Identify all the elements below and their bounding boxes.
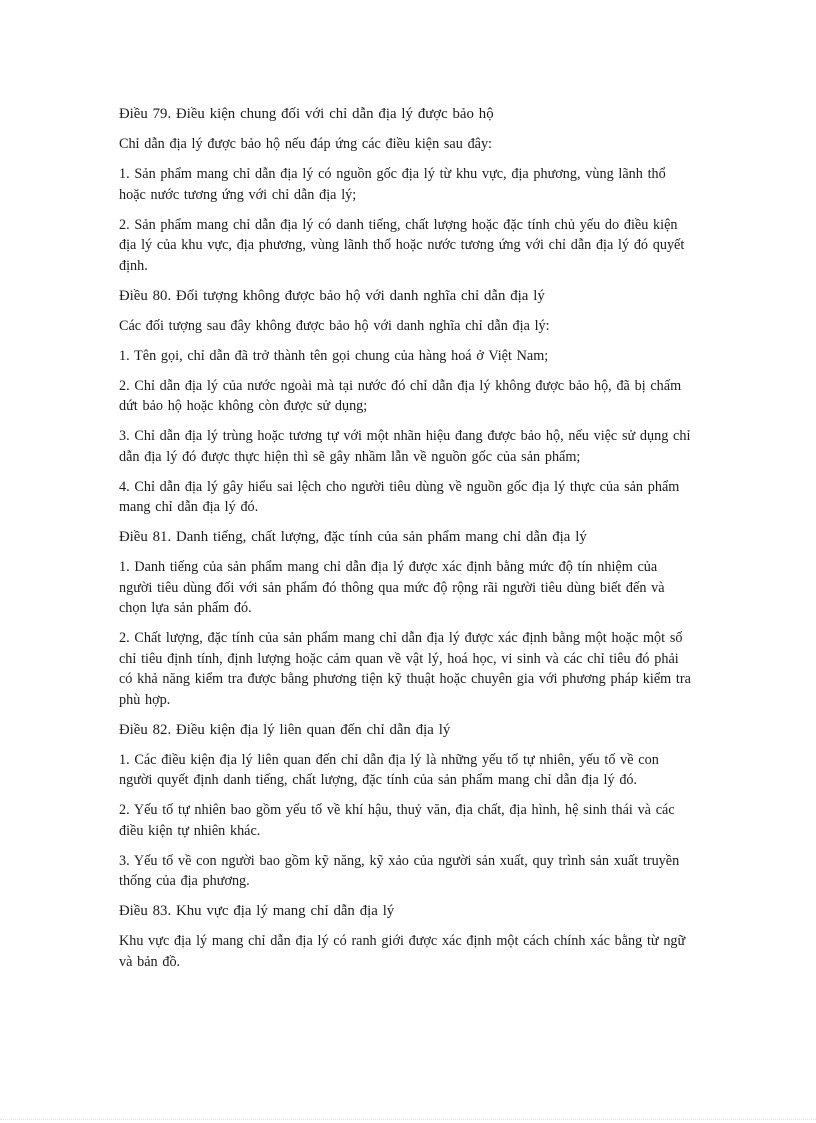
document-body [119,104,694,982]
article-79-heading: Điều 79. Điều kiện chung đối với chỉ dẫn địa lý được bảo hộ [119,106,494,122]
article-83-heading: Điều 83. Khu vực địa lý mang chỉ dẫn địa lý [119,903,395,919]
article-80-paragraph: 1. Tên gọi, chỉ dẫn đã trở thành tên gọi chung của hàng hoá ở Việt Nam; [119,347,549,364]
page-bottom-divider [0,1119,816,1120]
article-79-paragraph: 2. Sản phẩm mang chỉ dẫn địa lý có danh tiếng, chất lượng hoặc đặc tính chủ yếu do điều kiện địa lý của khu vực, địa phương, vùng lãnh thổ hoặc nước tương ứng với chỉ dẫn địa lý đó quyết định. [119,216,685,274]
article-80-paragraph: 4. Chỉ dẫn địa lý gây hiểu sai lệch cho người tiêu dùng về nguồn gốc địa lý thực của sản phẩm mang chỉ dẫn địa lý đó. [119,478,680,515]
article-80-paragraph: 2. Chỉ dẫn địa lý của nước ngoài mà tại nước đó chỉ dẫn địa lý không được bảo hộ, đã bị chấm dứt bảo hộ hoặc không còn được sử dụng; [119,377,682,414]
article-79-paragraph: 1. Sản phẩm mang chỉ dẫn địa lý có nguồn gốc địa lý từ khu vực, địa phương, vùng lãnh thổ hoặc nước tương ứng với chỉ dẫn địa lý; [119,166,666,203]
article-81-paragraph: 1. Danh tiếng của sản phẩm mang chỉ dẫn địa lý được xác định bằng mức độ tín nhiệm của người tiêu dùng đối với sản phẩm đó thông qua mức độ rộng rãi người tiêu dùng biết đến và chọn lựa sản phẩm đó. [119,559,665,616]
article-80-paragraph: Các đối tượng sau đây không được bảo hộ với danh nghĩa chỉ dẫn địa lý: [119,317,550,334]
article-82-paragraph: 3. Yếu tố về con người bao gồm kỹ năng, kỹ xảo của người sản xuất, quy trình sản xuất truyền thống của địa phương. [119,852,680,889]
article-83-paragraph: Khu vực địa lý mang chỉ dẫn địa lý có ranh giới được xác định một cách chính xác bằng từ ngữ và bản đồ. [119,933,686,970]
article-81-heading: Điều 81. Danh tiếng, chất lượng, đặc tính của sản phẩm mang chỉ dẫn địa lý [119,529,587,545]
article-79-paragraph: Chỉ dẫn địa lý được bảo hộ nếu đáp ứng các điều kiện sau đây: [119,136,492,152]
article-82-paragraph: 1. Các điều kiện địa lý liên quan đến chỉ dẫn địa lý là những yếu tố tự nhiên, yếu tố về con người quyết định danh tiếng, chất lượng, đặc tính của sản phẩm mang chỉ dẫn địa lý đó. [119,751,659,788]
article-81-paragraph: 2. Chất lượng, đặc tính của sản phẩm mang chỉ dẫn địa lý được xác định bằng một hoặc một số chỉ tiêu định tính, định lượng hoặc cảm quan về vật lý, hoá học, vi sinh và các chỉ tiêu đó phải có khả năng kiểm tra được bằng phương tiện kỹ thuật hoặc chuyên gia với phương pháp kiểm tra phù hợp. [119,630,691,708]
article-82-heading: Điều 82. Điều kiện địa lý liên quan đến chỉ dẫn địa lý [119,721,451,738]
article-82-paragraph: 2. Yếu tố tự nhiên bao gồm yếu tố về khí hậu, thuỷ văn, địa chất, địa hình, hệ sinh thái và các điều kiện tự nhiên khác. [119,802,675,839]
article-80-heading: Điều 80. Đối tượng không được bảo hộ với danh nghĩa chỉ dẫn địa lý [119,287,545,304]
article-80-paragraph: 3. Chỉ dẫn địa lý trùng hoặc tương tự với một nhãn hiệu đang được bảo hộ, nếu việc sử dụng chỉ dẫn địa lý đó được thực hiện thì sẽ gây nhầm lẫn về nguồn gốc của sản phẩm; [119,428,691,465]
